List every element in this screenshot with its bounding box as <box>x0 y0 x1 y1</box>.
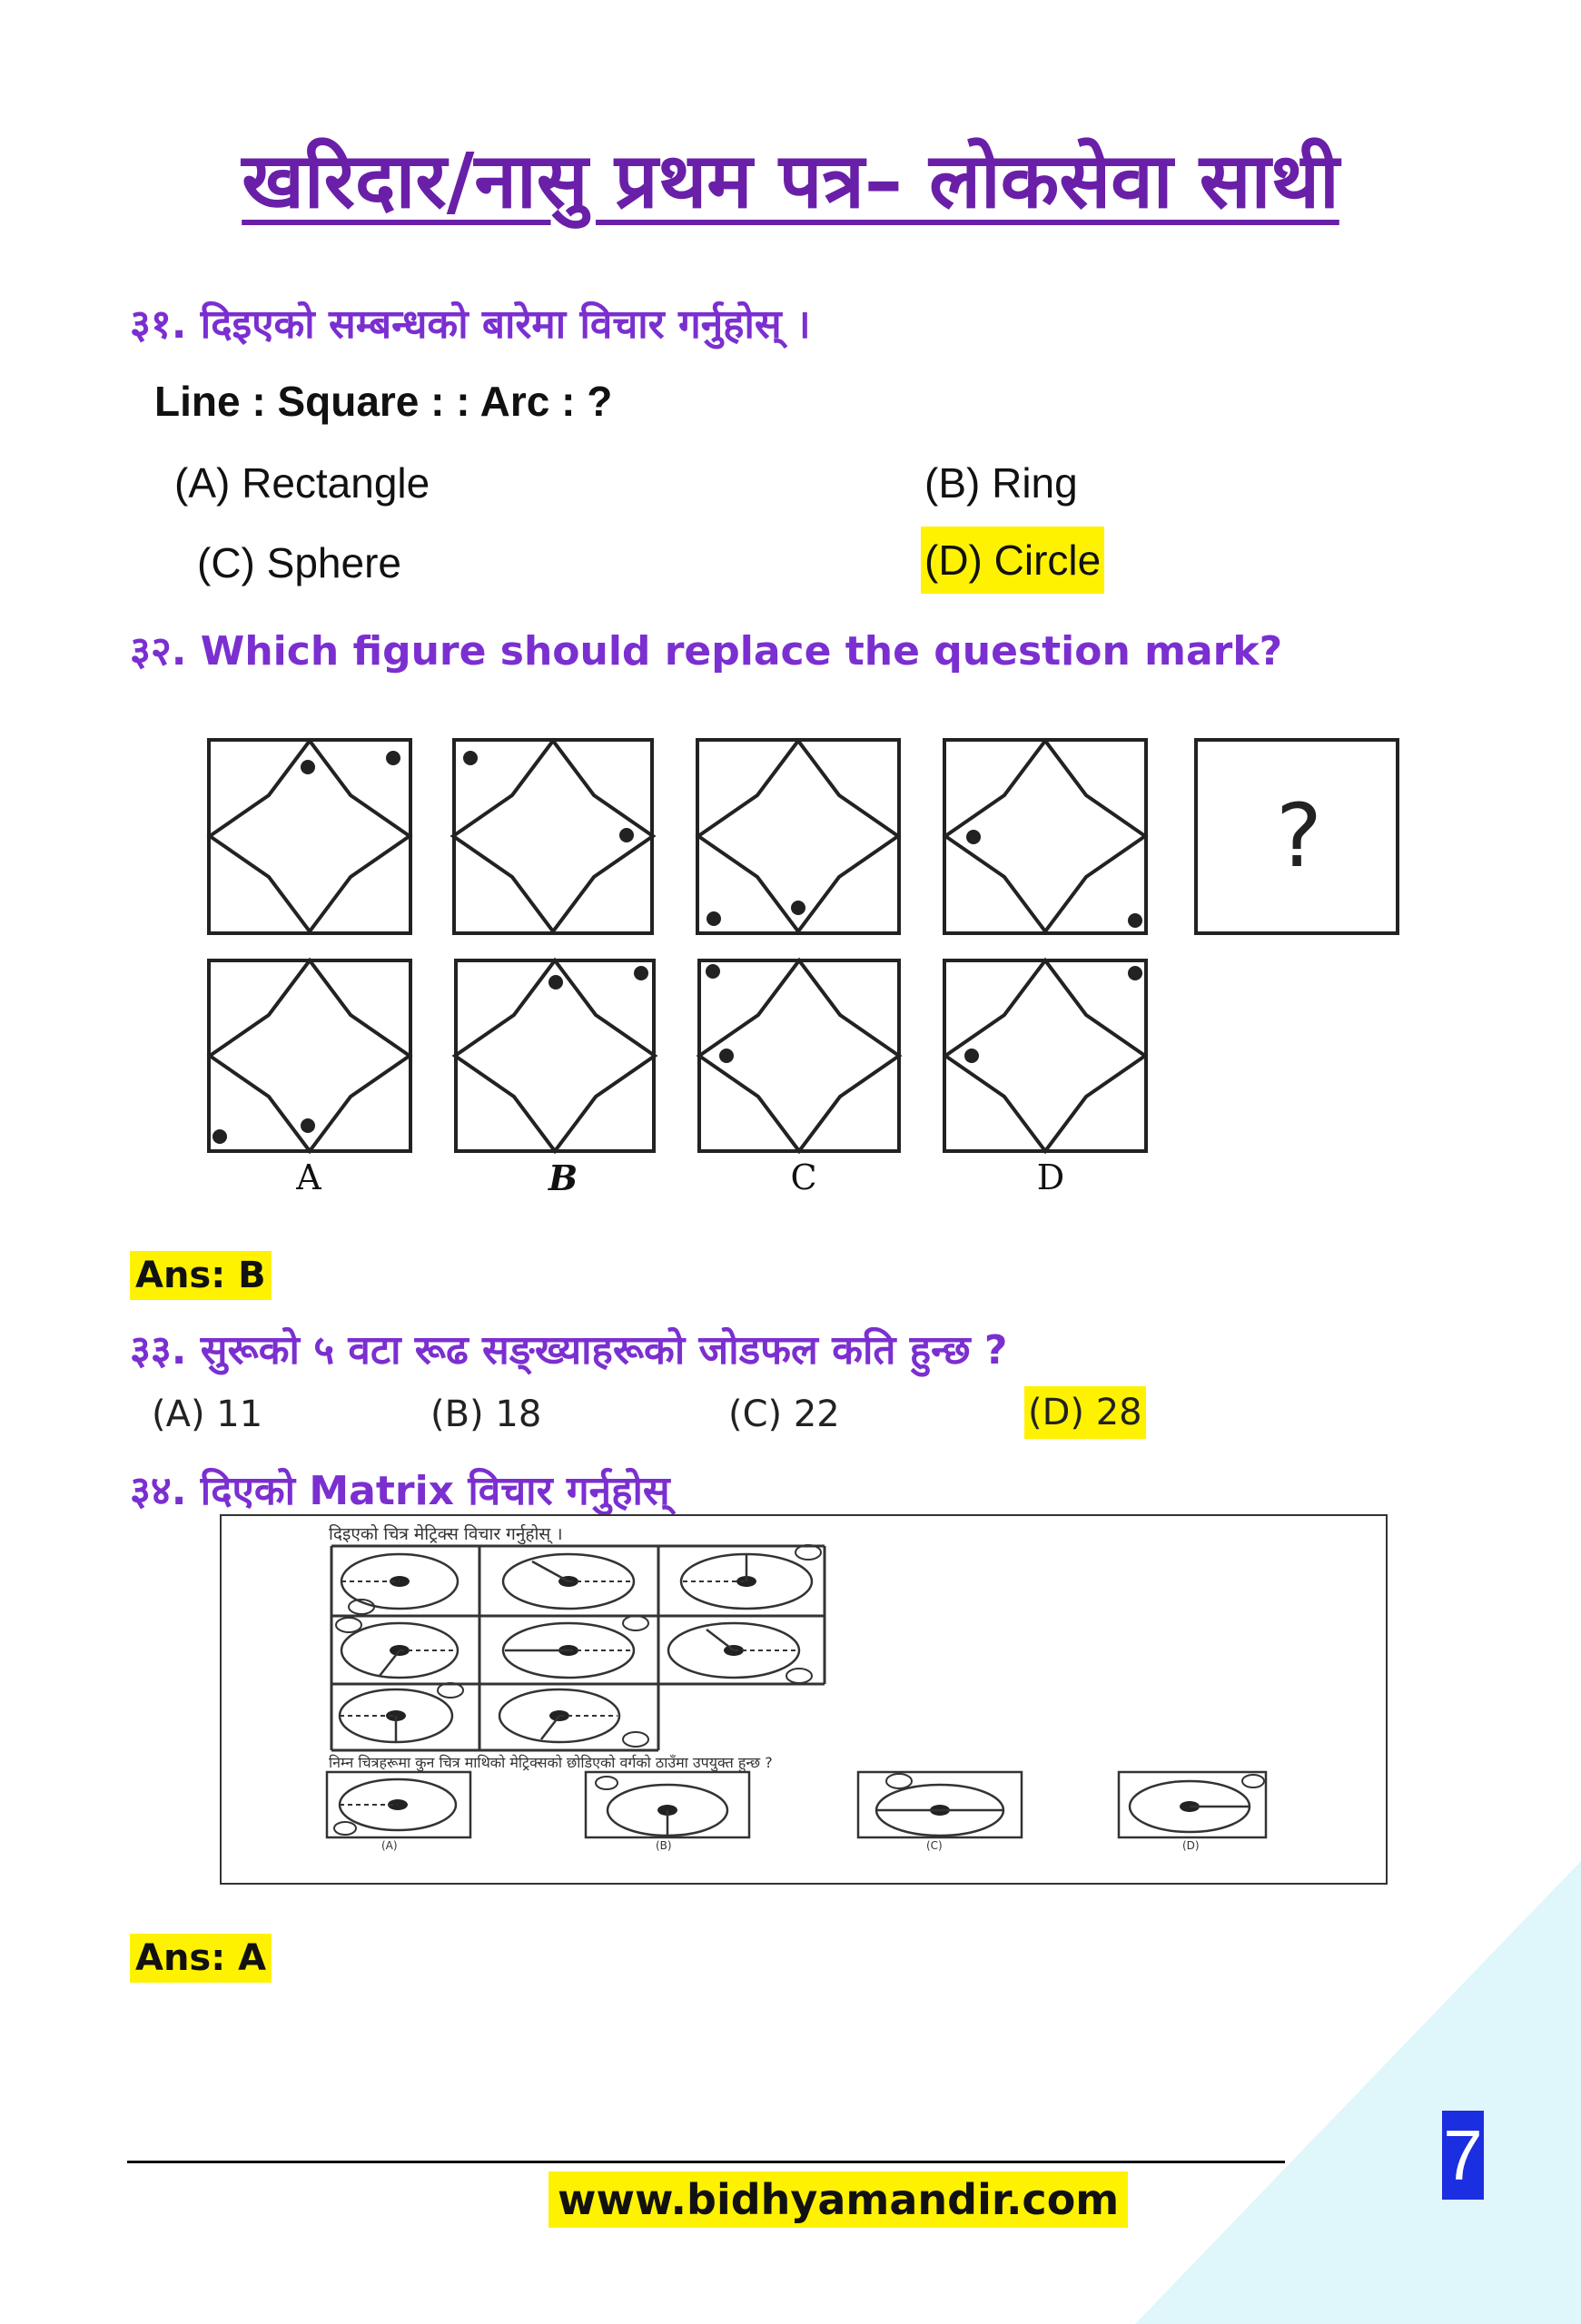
matrix-choice-label-c: (C) <box>926 1839 943 1852</box>
matrix-cell-1 <box>341 1554 458 1614</box>
matrix-instruction: दिइएको चित्र मेट्रिक्स विचार गर्नुहोस् । <box>329 1524 563 1544</box>
page-number-badge: 7 <box>1442 2111 1484 2200</box>
footer-divider <box>127 2161 1285 2163</box>
q31-option-a: (A) Rectangle <box>174 459 430 507</box>
matrix-cell-2 <box>503 1554 634 1609</box>
choice-label-b: B <box>548 1157 578 1198</box>
matrix-choice-a <box>327 1772 470 1837</box>
page-title: खरिदार/नासु प्रथम पत्र– लोकसेवा साथी <box>242 136 1339 225</box>
q33-option-b: (B) 18 <box>430 1393 542 1435</box>
corner-decoration <box>1044 1861 1581 2324</box>
q31-relation: Line : Square : : Arc : ? <box>154 378 613 425</box>
matrix-choice-label-d: (D) <box>1182 1839 1200 1852</box>
matrix-cell-3 <box>681 1545 821 1609</box>
matrix-choice-b <box>586 1772 749 1837</box>
choice-label-a: A <box>296 1157 321 1197</box>
q33-option-a: (A) 11 <box>152 1393 263 1435</box>
footer-url: www.bidhyamandir.com <box>548 2171 1128 2228</box>
matrix-choice-c <box>858 1772 1022 1837</box>
q33-heading: ३३. सुरूको ५ वटा रूढ सङ्ख्याहरूको जोडफल कति हुन्छ ? <box>130 1327 1008 1374</box>
choice-label-d: D <box>1036 1157 1065 1197</box>
matrix-cell-8 <box>499 1689 648 1747</box>
question-mark: ? <box>1276 785 1322 887</box>
matrix-choice-label-b: (B) <box>656 1839 672 1852</box>
matrix-cell-5 <box>503 1616 648 1678</box>
matrix-cell-4 <box>336 1618 458 1678</box>
matrix-choice-label-a: (A) <box>381 1839 398 1852</box>
q31-option-c: (C) Sphere <box>197 539 401 586</box>
matrix-question: निम्न चित्रहरूमा कुन चित्र माथिको मेट्रिक्सको छोडिएको वर्गको ठाउँमा उपयुक्त हुन्छ ? <box>329 1754 773 1771</box>
q34-answer: Ans: A <box>130 1934 272 1983</box>
q31-option-d-correct: (D) Circle <box>921 527 1104 594</box>
choice-label-c: C <box>790 1157 817 1197</box>
q33-option-c: (C) 22 <box>728 1393 840 1435</box>
q32-heading: ३२. Which figure should replace the question mark? <box>130 628 1283 675</box>
q33-option-d-correct: (D) 28 <box>1024 1386 1146 1439</box>
q34-heading: ३४. दिएको Matrix विचार गर्नुहोस् <box>130 1468 670 1514</box>
q32-answer: Ans: B <box>130 1251 272 1300</box>
matrix-cell-6 <box>668 1623 812 1683</box>
matrix-cell-7 <box>340 1683 463 1742</box>
q31-option-b: (B) Ring <box>924 459 1078 507</box>
matrix-choice-d <box>1119 1772 1266 1837</box>
q31-heading: ३१. दिइएको सम्बन्धको बारेमा विचार गर्नुहोस् । <box>130 301 811 348</box>
